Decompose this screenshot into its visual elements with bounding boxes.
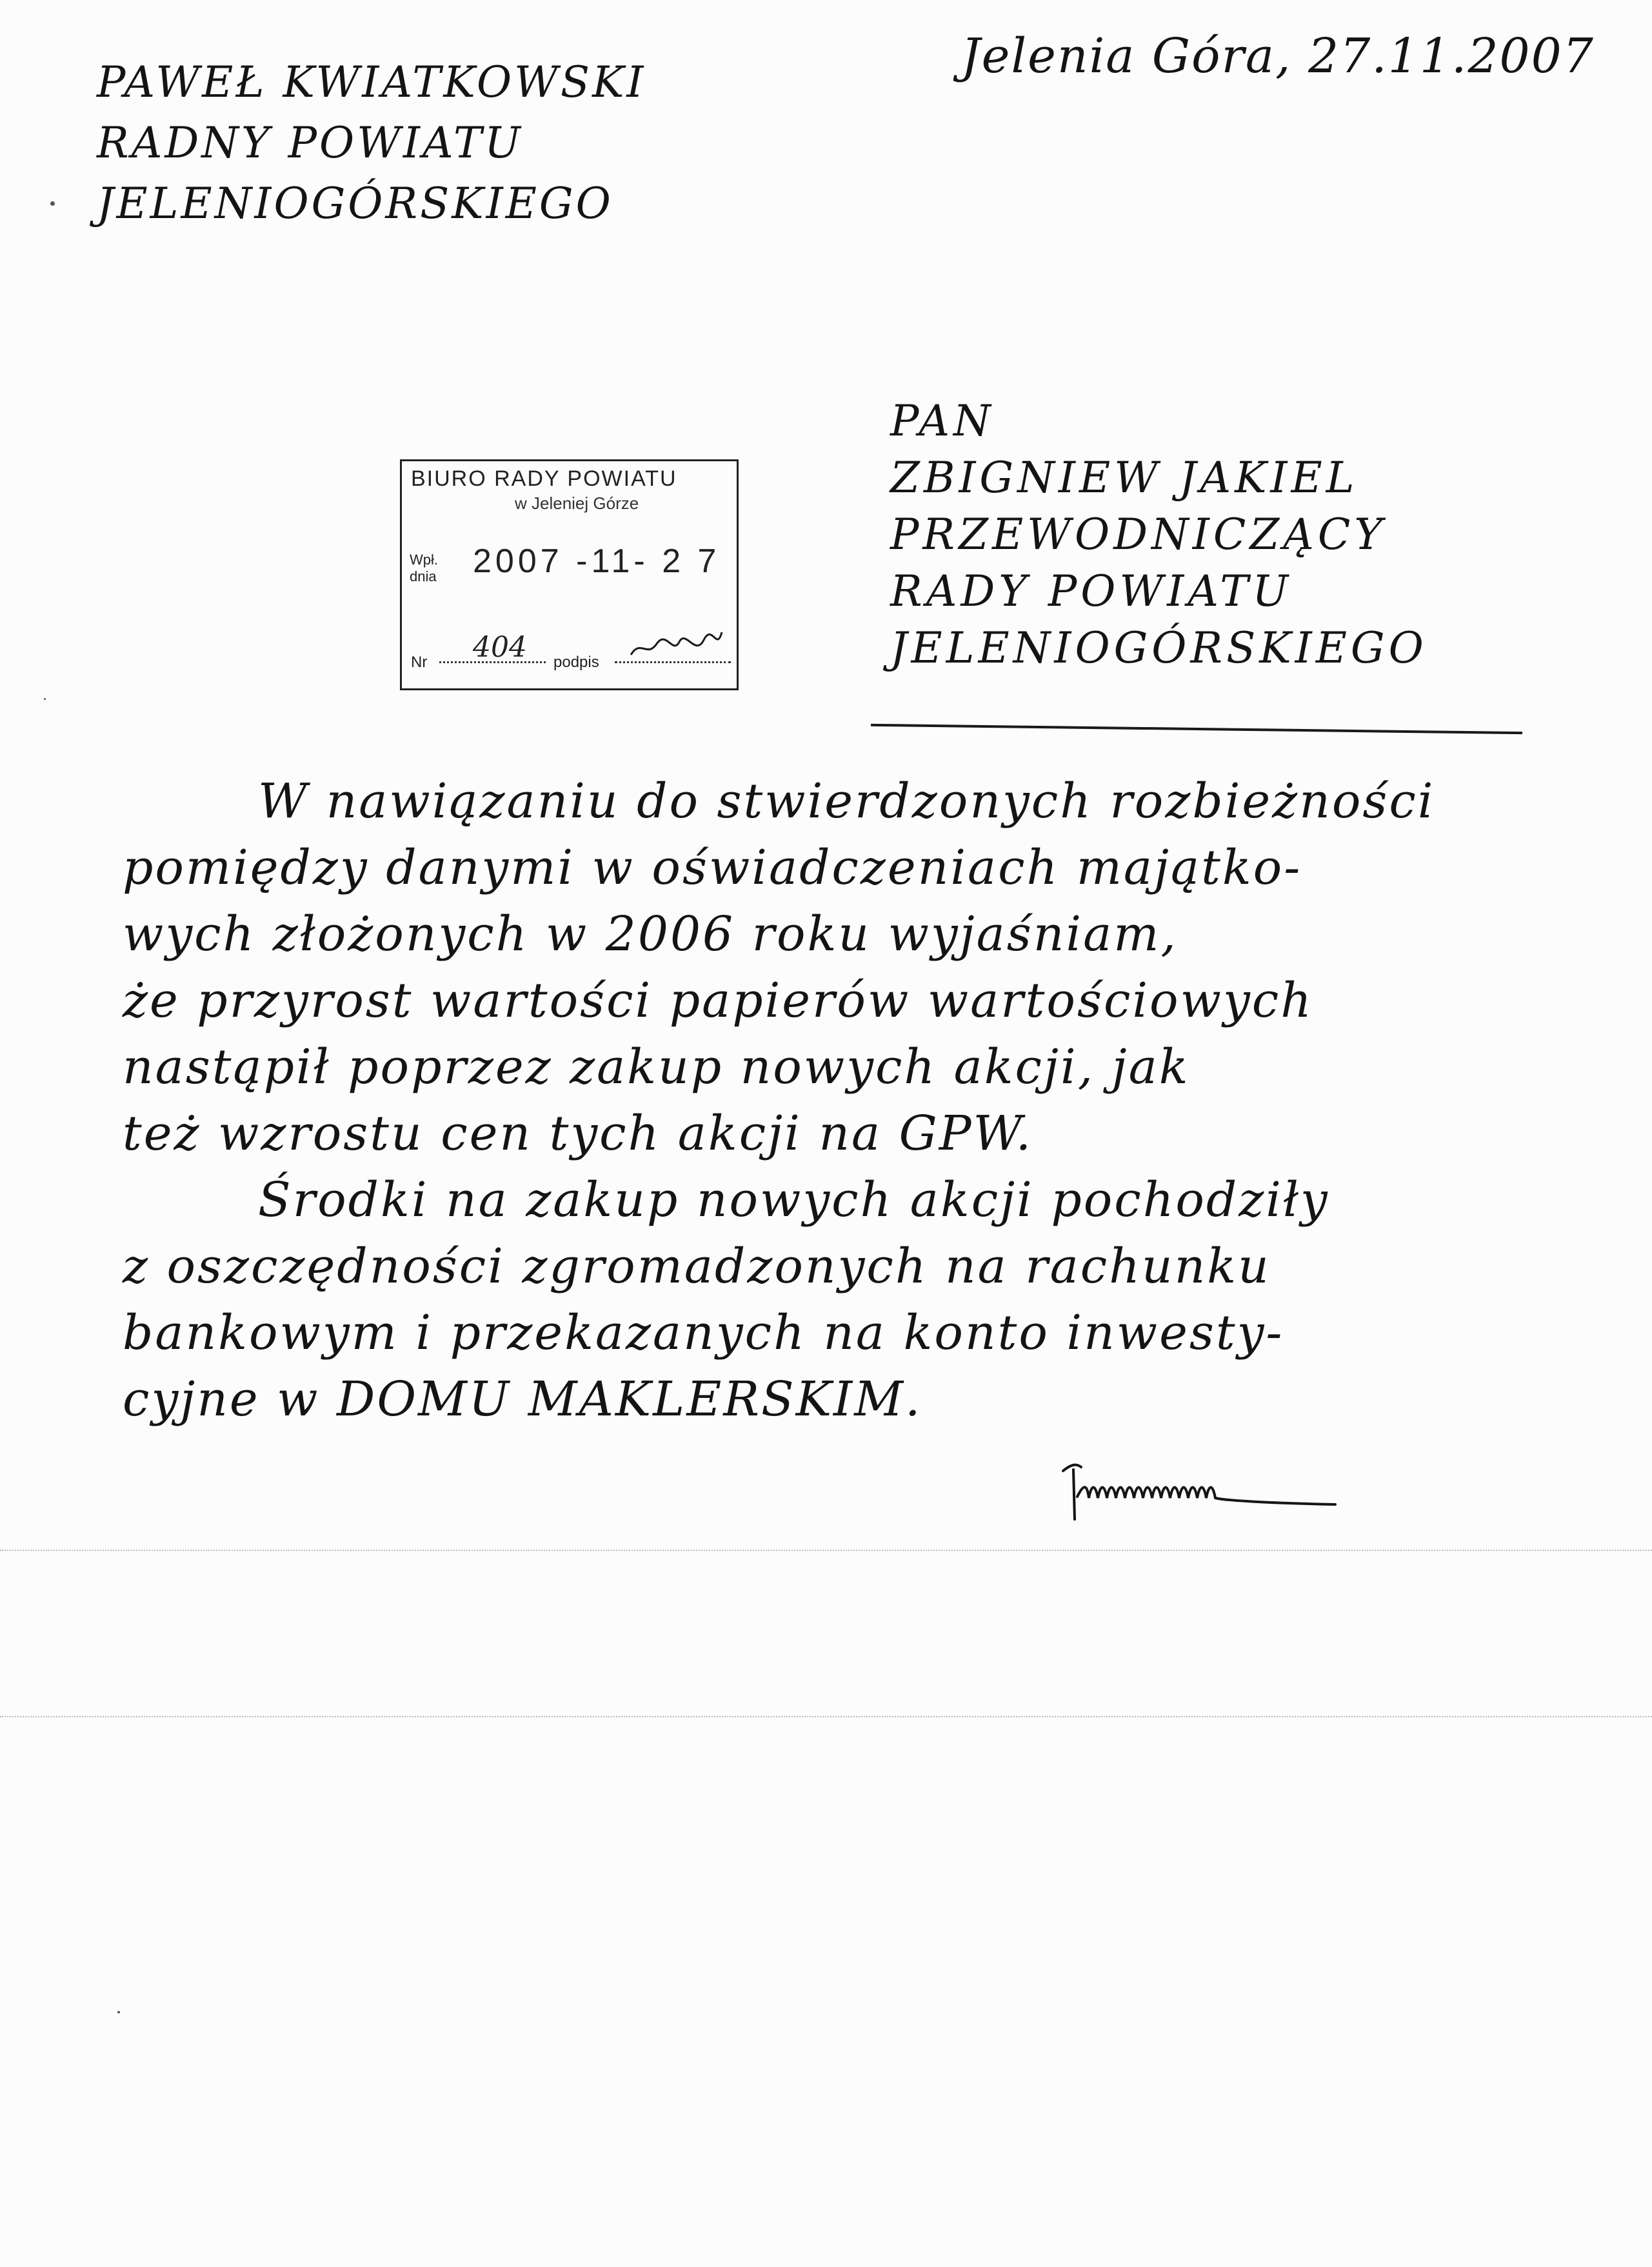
body-line: z oszczędności zgromadzonych na rachunku	[123, 1239, 1271, 1294]
handwritten-signature	[1058, 1458, 1342, 1529]
body-line: pomiędzy danymi w oświadczeniach majątko-	[123, 840, 1302, 895]
scan-speck	[50, 201, 55, 206]
letter-body	[123, 774, 1567, 1442]
paper-fold-line	[0, 1550, 1652, 1551]
recipient-block	[890, 396, 1428, 684]
registration-stamp	[400, 459, 739, 690]
sender-title: RADNY POWIATU	[97, 118, 523, 168]
sender-name: PAWEŁ KWIATKOWSKI	[97, 57, 646, 107]
stamp-nr-label: Nr	[411, 654, 428, 671]
body-line: cyjne w DOMU MAKLERSKIM.	[123, 1372, 922, 1427]
recipient-name: ZBIGNIEW JAKIEL	[890, 453, 1358, 503]
recipient-title: PRZEWODNICZĄCY	[890, 510, 1386, 559]
recipient-salutation: PAN	[890, 396, 995, 446]
scan-speck	[44, 698, 46, 700]
stamp-initials-scribble	[628, 626, 724, 664]
recipient-council: RADY POWIATU	[890, 566, 1292, 616]
stamp-title: BIURO RADY POWIATU	[411, 466, 677, 491]
place-and-date: Jelenia Góra, 27.11.2007	[961, 28, 1595, 84]
body-line: wych złożonych w 2006 roku wyjaśniam,	[123, 906, 1178, 962]
scan-speck	[117, 2011, 120, 2013]
stamp-date: 2007 -11- 2 7	[473, 543, 721, 580]
stamp-received-label	[410, 552, 438, 586]
body-line: Środki na zakup nowych akcji pochodziły	[258, 1172, 1329, 1228]
sender-county: JELENIOGÓRSKIEGO	[97, 179, 613, 228]
body-line: też wzrostu cen tych akcji na GPW.	[123, 1106, 1033, 1161]
body-line: że przyrost wartości papierów wartościowych	[123, 973, 1313, 1028]
body-line: W nawiązaniu do stwierdzonych rozbieżności	[258, 774, 1435, 829]
body-line: bankowym i przekazanych na konto inwesty-	[123, 1305, 1284, 1361]
body-line: nastąpił poprzez zakup nowych akcji, jak	[123, 1039, 1190, 1095]
stamp-number: 404	[473, 631, 527, 664]
stamp-dnia-label: dnia	[410, 568, 437, 585]
sender-block	[97, 57, 646, 243]
recipient-county: JELENIOGÓRSKIEGO	[890, 623, 1428, 673]
paper-fold-line	[0, 1716, 1652, 1717]
stamp-signature-label: podpis	[553, 654, 599, 671]
stamp-city: w Jeleniej Górze	[515, 494, 639, 513]
stamp-wpl-label: Wpł.	[410, 552, 438, 568]
recipient-underline	[871, 724, 1522, 734]
